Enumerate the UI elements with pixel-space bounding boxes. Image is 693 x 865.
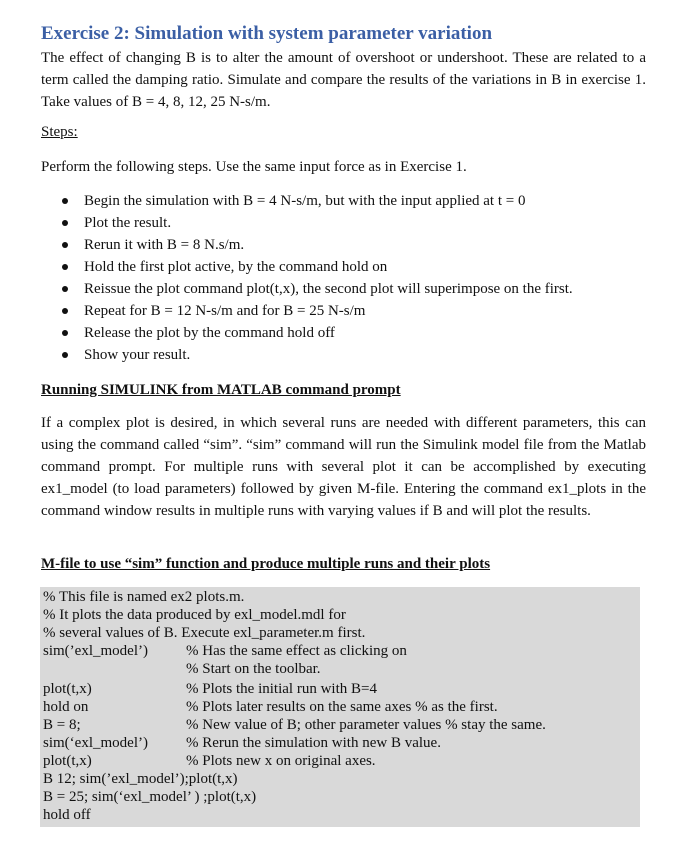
- code-command: B = 8;: [43, 717, 81, 733]
- code-comment: % Plots later results on the same axes % as the first.: [186, 699, 498, 715]
- bullet-icon: [62, 286, 68, 292]
- simulink-heading: Running SIMULINK from MATLAB command prompt: [41, 382, 401, 398]
- code-comment: % New value of B; other parameter values % stay the same.: [186, 717, 546, 733]
- code-comment: % Plots the initial run with B=4: [186, 681, 377, 697]
- code-line: % several values of B. Execute exl_parameter.m first.: [43, 625, 366, 641]
- mfile-heading: M-file to use “sim” function and produce multiple runs and their plots: [41, 556, 491, 572]
- document-page: Exercise 2: Simulation with system parameter variation The effect of changing B is to alter the amount of overshoot or undershoot. These are related to a term called the damping ratio. Simulate and compare the results of the variations in B in exercise 1. Take values of B = 4, 8, 12, 25 N-s/m. Steps: Perform the following steps. Use the same input force as in Exercise 1. Begin the simulation with B = 4 N-s/m, but with the input applied at t = 0 Plot the result. Rerun it with B = 8 N.s/m. Hold the first plot active, by the command hold on Reissue the plot command plot(t,x), the second plot will superimpose on the first. Repeat for B = 12 N-s/m and for B = 25 N-s/m Release the plot by the command hold off Show your result. Running SIMULINK from MATLAB command prompt If a complex plot is desired, in which several runs are needed with different parameters, this can using the command called “sim”. “sim” command will run the Simulink model file from the Matlab command prompt. For multiple runs with several plot it can be accomplished by executing ex1_model (to load parameters) followed by given M-file. Entering the command ex1_plots in the command window results in multiple runs with varying values if B and will plot the results. M-file to use “sim” function and produce multiple runs and their plots % This file is named ex2 plots.m. % It plots the data produced by exl_model.mdl for % several values of B. Execute exl_parameter.m first. sim(’exl_model’) % Has the same effect as clicking on % Start on the toolbar. plot(t,x) % Plots the initial run with B=4 hold on % Plots later results on the same axes % as the first. B = 8; % New value of B; other parameter values % stay the same. sim(‘exl_model’) % Rerun the simulation with new B value. plot(t,x) % Plots new x on original axes. B 12; sim(’exl_model’);plot(t,x) B = 25; sim(‘exl_model’ ) ;plot(t,x) hold off: [0, 0, 693, 865]
- bullet-icon: [62, 330, 68, 336]
- code-command: plot(t,x): [43, 681, 92, 697]
- code-line: % It plots the data produced by exl_model.mdl for: [43, 607, 346, 623]
- exercise-title: Exercise 2: Simulation with system parameter variation: [41, 23, 493, 44]
- bullet-icon: [62, 352, 68, 358]
- code-line: hold off: [43, 807, 91, 823]
- bullet-icon: [62, 198, 68, 204]
- intro-paragraph: The effect of changing B is to alter the amount of overshoot or undershoot. These are related to a term called the damping ratio. Simulate and compare the results of the variations in B in exercise 1. Take values of B = 4, 8, 12, 25 N-s/m.: [41, 50, 646, 110]
- steps-intro: Perform the following steps. Use the same input force as in Exercise 1.: [41, 159, 467, 175]
- bullet-icon: [62, 242, 68, 248]
- code-line: B 12; sim(’exl_model’);plot(t,x): [43, 771, 238, 787]
- bullet-icon: [62, 308, 68, 314]
- code-comment: % Plots new x on original axes.: [186, 753, 376, 769]
- code-command: sim(‘exl_model’): [43, 735, 148, 751]
- simulink-paragraph: If a complex plot is desired, in which several runs are needed with different parameters, this can using the command called “sim”. “sim” command will run the Simulink model file from the Matlab command prompt. For multiple runs with several plot it can be accomplished by executing ex1_model (to load parameters) followed by given M-file. Entering the command ex1_plots in the command window results in multiple runs with varying values if B and will plot the results.: [41, 415, 646, 519]
- code-command: sim(’exl_model’): [43, 643, 148, 659]
- code-command: hold on: [43, 699, 89, 715]
- steps-heading: Steps:: [41, 124, 78, 140]
- code-comment: % Start on the toolbar.: [186, 661, 321, 677]
- code-line: B = 25; sim(‘exl_model’ ) ;plot(t,x): [43, 789, 257, 805]
- code-comment: % Has the same effect as clicking on: [186, 643, 407, 659]
- code-command: plot(t,x): [43, 753, 92, 769]
- bullet-icon: [62, 264, 68, 270]
- code-comment: % Rerun the simulation with new B value.: [186, 735, 441, 751]
- code-line: % This file is named ex2 plots.m.: [43, 589, 245, 605]
- bullet-icon: [62, 220, 68, 226]
